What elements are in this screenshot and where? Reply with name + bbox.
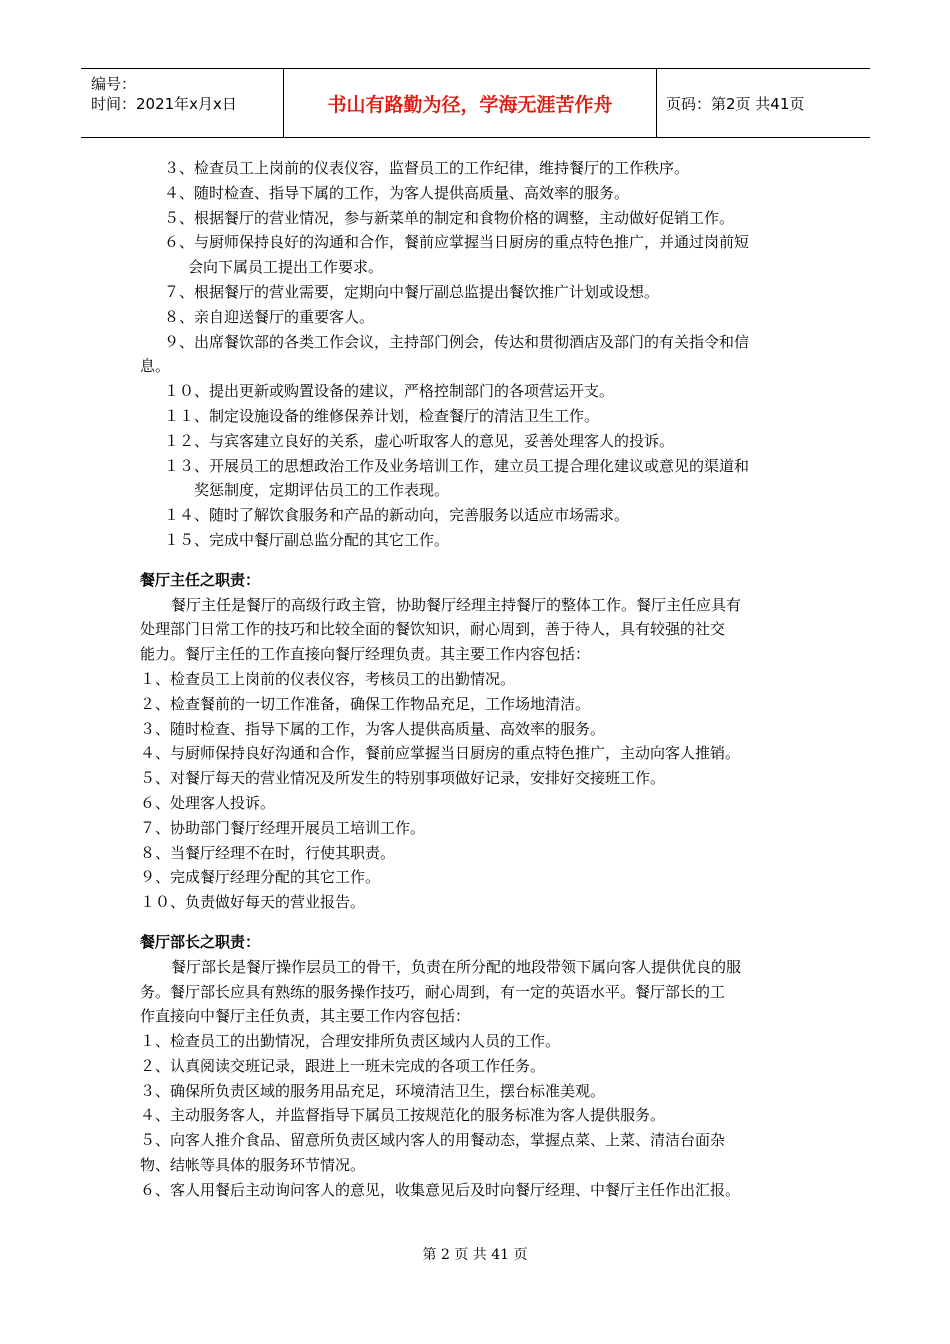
list-item: ４、随时检查、指导下属的工作，为客人提供高质量、高效率的服务。 (164, 183, 630, 202)
list-item: １５、完成中餐厅副总监分配的其它工作。 (164, 530, 450, 549)
list-item: ８、亲自迎送餐厅的重要客人。 (164, 307, 375, 326)
list-item: ７、根据餐厅的营业需要，定期向中餐厅副总监提出餐饮推广计划或设想。 (164, 282, 660, 301)
list-item: １３、开展员工的思想政治工作及业务培训工作，建立员工提合理化建议或意见的渠道和 (164, 456, 750, 475)
list-item: １２、与宾客建立良好的关系，虚心听取客人的意见，妥善处理客人的投诉。 (164, 431, 675, 450)
paragraph-line: 能力。餐厅主任的工作直接向餐厅经理负责。其主要工作内容包括： (140, 645, 591, 664)
header-slogan: 书山有路勤为径，学海无涯苦作舟 (327, 93, 613, 116)
list-item: ３、确保所负责区域的服务用品充足，环境清洁卫生，摆台标准美观。 (140, 1081, 606, 1100)
list-item: ６、客人用餐后主动询问客人的意见，收集意见后及时向餐厅经理、中餐厅主任作出汇报。 (140, 1180, 741, 1199)
list-item: １０、提出更新或购置设备的建议，严格控制部门的各项营运开支。 (164, 382, 615, 401)
header-page-info: 页码：第2页 共41页 (666, 94, 805, 113)
document-date-label: 时间：2021年x月x日 (91, 95, 237, 113)
paragraph-line: 餐厅部长是餐厅操作层员工的骨干，负责在所分配的地段带领下属向客人提供优良的服 (171, 957, 742, 976)
list-item: ８、当餐厅经理不在时，行使其职责。 (140, 843, 396, 862)
page-header (81, 68, 870, 138)
list-item-continuation: 物、结帐等具体的服务环节情况。 (140, 1156, 366, 1175)
list-item: ３、随时检查、指导下属的工作，为客人提供高质量、高效率的服务。 (140, 719, 606, 738)
document-body (140, 156, 820, 1203)
document-number-label: 编号： (91, 75, 137, 93)
list-item: ４、主动服务客人，并监督指导下属员工按规范化的服务标准为客人提供服务。 (140, 1106, 666, 1125)
list-item-continuation: 会向下属员工提出工作要求。 (188, 258, 384, 277)
list-item: １、检查员工的出勤情况，合理安排所负责区域内人员的工作。 (140, 1032, 561, 1051)
list-item: １１、制定设施设备的维修保养计划，检查餐厅的清洁卫生工作。 (164, 406, 600, 425)
page-footer: 第 2 页 共 41 页 (422, 1247, 528, 1263)
list-item: ５、对餐厅每天的营业情况及所发生的特别事项做好记录，安排好交接班工作。 (140, 769, 666, 788)
list-item: ９、完成餐厅经理分配的其它工作。 (140, 868, 381, 887)
list-item: ２、检查餐前的一切工作准备，确保工作物品充足，工作场地清洁。 (140, 694, 591, 713)
list-item: １、检查员工上岗前的仪表仪容，考核员工的出勤情况。 (140, 669, 516, 688)
list-item-continuation: 奖惩制度，定期评估员工的工作表现。 (194, 481, 450, 500)
paragraph-line: 餐厅主任是餐厅的高级行政主管，协助餐厅经理主持餐厅的整体工作。餐厅主任应具有 (171, 595, 742, 614)
list-item: ４、与厨师保持良好沟通和合作，餐前应掌握当日厨房的重点特色推广，主动向客人推销。 (140, 744, 741, 763)
list-item: ５、根据餐厅的营业情况，参与新菜单的制定和食物价格的调整，主动做好促销工作。 (164, 208, 735, 227)
list-item: ７、协助部门餐厅经理开展员工培训工作。 (140, 818, 426, 837)
paragraph-line: 务。餐厅部长应具有熟练的服务操作技巧，耐心周到，有一定的英语水平。餐厅部长的工 (140, 982, 726, 1001)
list-item: ３、检查员工上岗前的仪表仪容，监督员工的工作纪律，维持餐厅的工作秩序。 (164, 159, 690, 177)
paragraph-line: 作直接向中餐厅主任负责，其主要工作内容包括： (140, 1007, 471, 1026)
list-item: ５、向客人推介食品、留意所负责区域内客人的用餐动态，掌握点菜、上菜、清洁台面杂 (140, 1131, 726, 1150)
header-slogan-cell (283, 69, 657, 137)
section-title-captain: 餐厅部长之职责： (140, 932, 261, 951)
list-item: １０、负责做好每天的营业报告。 (140, 893, 366, 912)
list-item: ６、处理客人投诉。 (140, 793, 276, 812)
list-item: ６、与厨师保持良好的沟通和合作，餐前应掌握当日厨房的重点特色推广，并通过岗前短 (164, 233, 750, 252)
list-item: ２、认真阅读交班记录，跟进上一班未完成的各项工作任务。 (140, 1056, 546, 1075)
header-meta (81, 69, 283, 137)
list-item: １４、随时了解饮食服务和产品的新动向，完善服务以适应市场需求。 (164, 506, 630, 525)
section-title-supervisor: 餐厅主任之职责： (140, 570, 261, 589)
paragraph-line: 处理部门日常工作的技巧和比较全面的餐饮知识，耐心周到，善于待人，具有较强的社交 (140, 620, 726, 639)
list-item-continuation: 息。 (140, 357, 171, 376)
header-page-cell (656, 69, 870, 137)
list-item: ９、出席餐饮部的各类工作会议，主持部门例会，传达和贯彻酒店及部门的有关指令和信 (164, 332, 750, 351)
